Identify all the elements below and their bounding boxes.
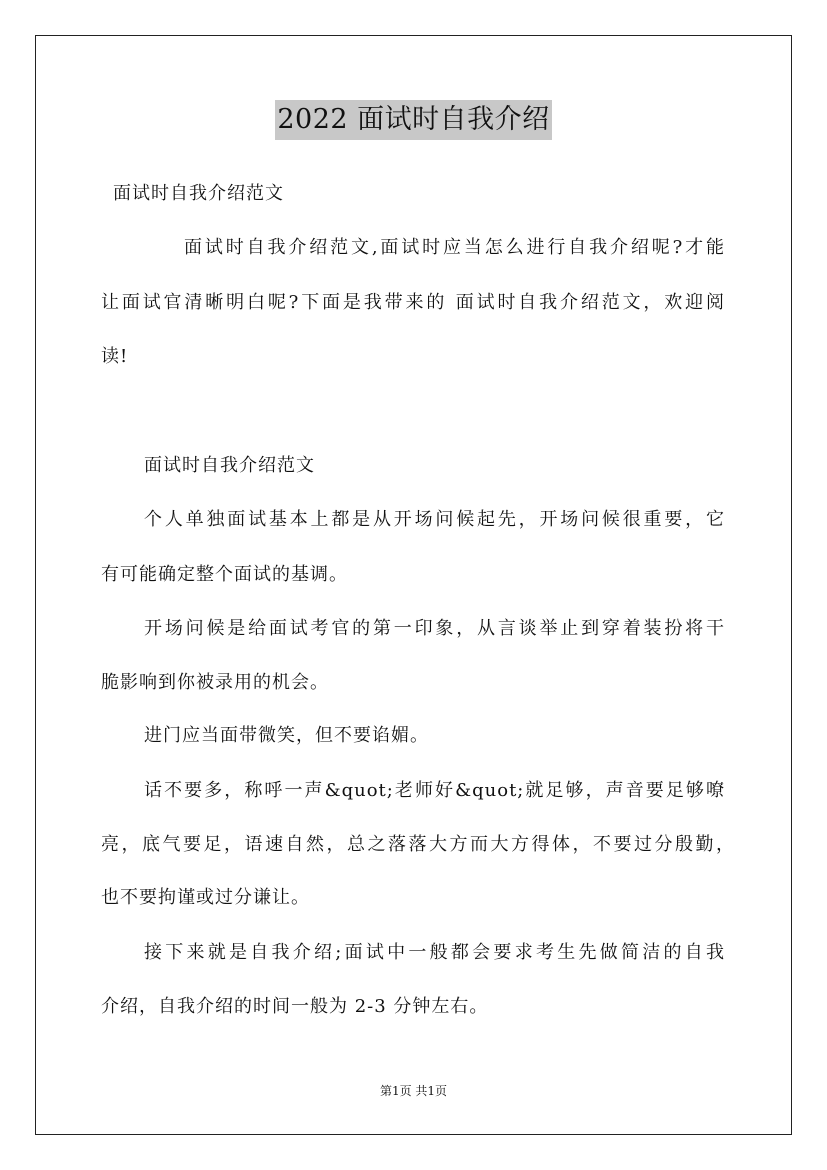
- document-title: 2022 面试时自我介绍: [275, 100, 551, 140]
- paragraph-line: 个人单独面试基本上都是从开场问候起先，开场问候很重要，它: [144, 509, 725, 530]
- subtitle: 面试时自我介绍范文: [113, 183, 284, 204]
- paragraph-line: 接下来就是自我介绍;面试中一般都会要求考生先做简洁的自我: [144, 942, 725, 963]
- paragraph-line: 也不要拘谨或过分谦让。: [101, 887, 310, 908]
- paragraph-line: 面试时自我介绍范文,面试时应当怎么进行自我介绍呢?才能: [184, 237, 725, 258]
- section-heading: 面试时自我介绍范文: [144, 455, 315, 476]
- paragraph-line: 让面试官清晰明白呢?下面是我带来的 面试时自我介绍范文，欢迎阅: [101, 292, 725, 313]
- paragraph-line: 有可能确定整个面试的基调。: [101, 564, 348, 585]
- page-footer: 第1页 共1页: [379, 1084, 448, 1098]
- paragraph-line: 脆影响到你被录用的机会。: [101, 672, 329, 693]
- paragraph-line: 开场问候是给面试考官的第一印象，从言谈举止到穿着装扮将干: [144, 618, 725, 639]
- paragraph-line: 亮，底气要足，语速自然，总之落落大方而大方得体，不要过分殷勤，: [101, 834, 735, 855]
- paragraph-line: 读!: [101, 346, 129, 367]
- paragraph-line: 介绍，自我介绍的时间一般为 2-3 分钟左右。: [101, 996, 489, 1017]
- paragraph-line: 进门应当面带微笑，但不要谄媚。: [144, 725, 429, 746]
- paragraph-line: 话不要多，称呼一声&quot;老师好&quot;就足够，声音要足够嘹: [144, 780, 725, 801]
- title-container: [0, 100, 827, 140]
